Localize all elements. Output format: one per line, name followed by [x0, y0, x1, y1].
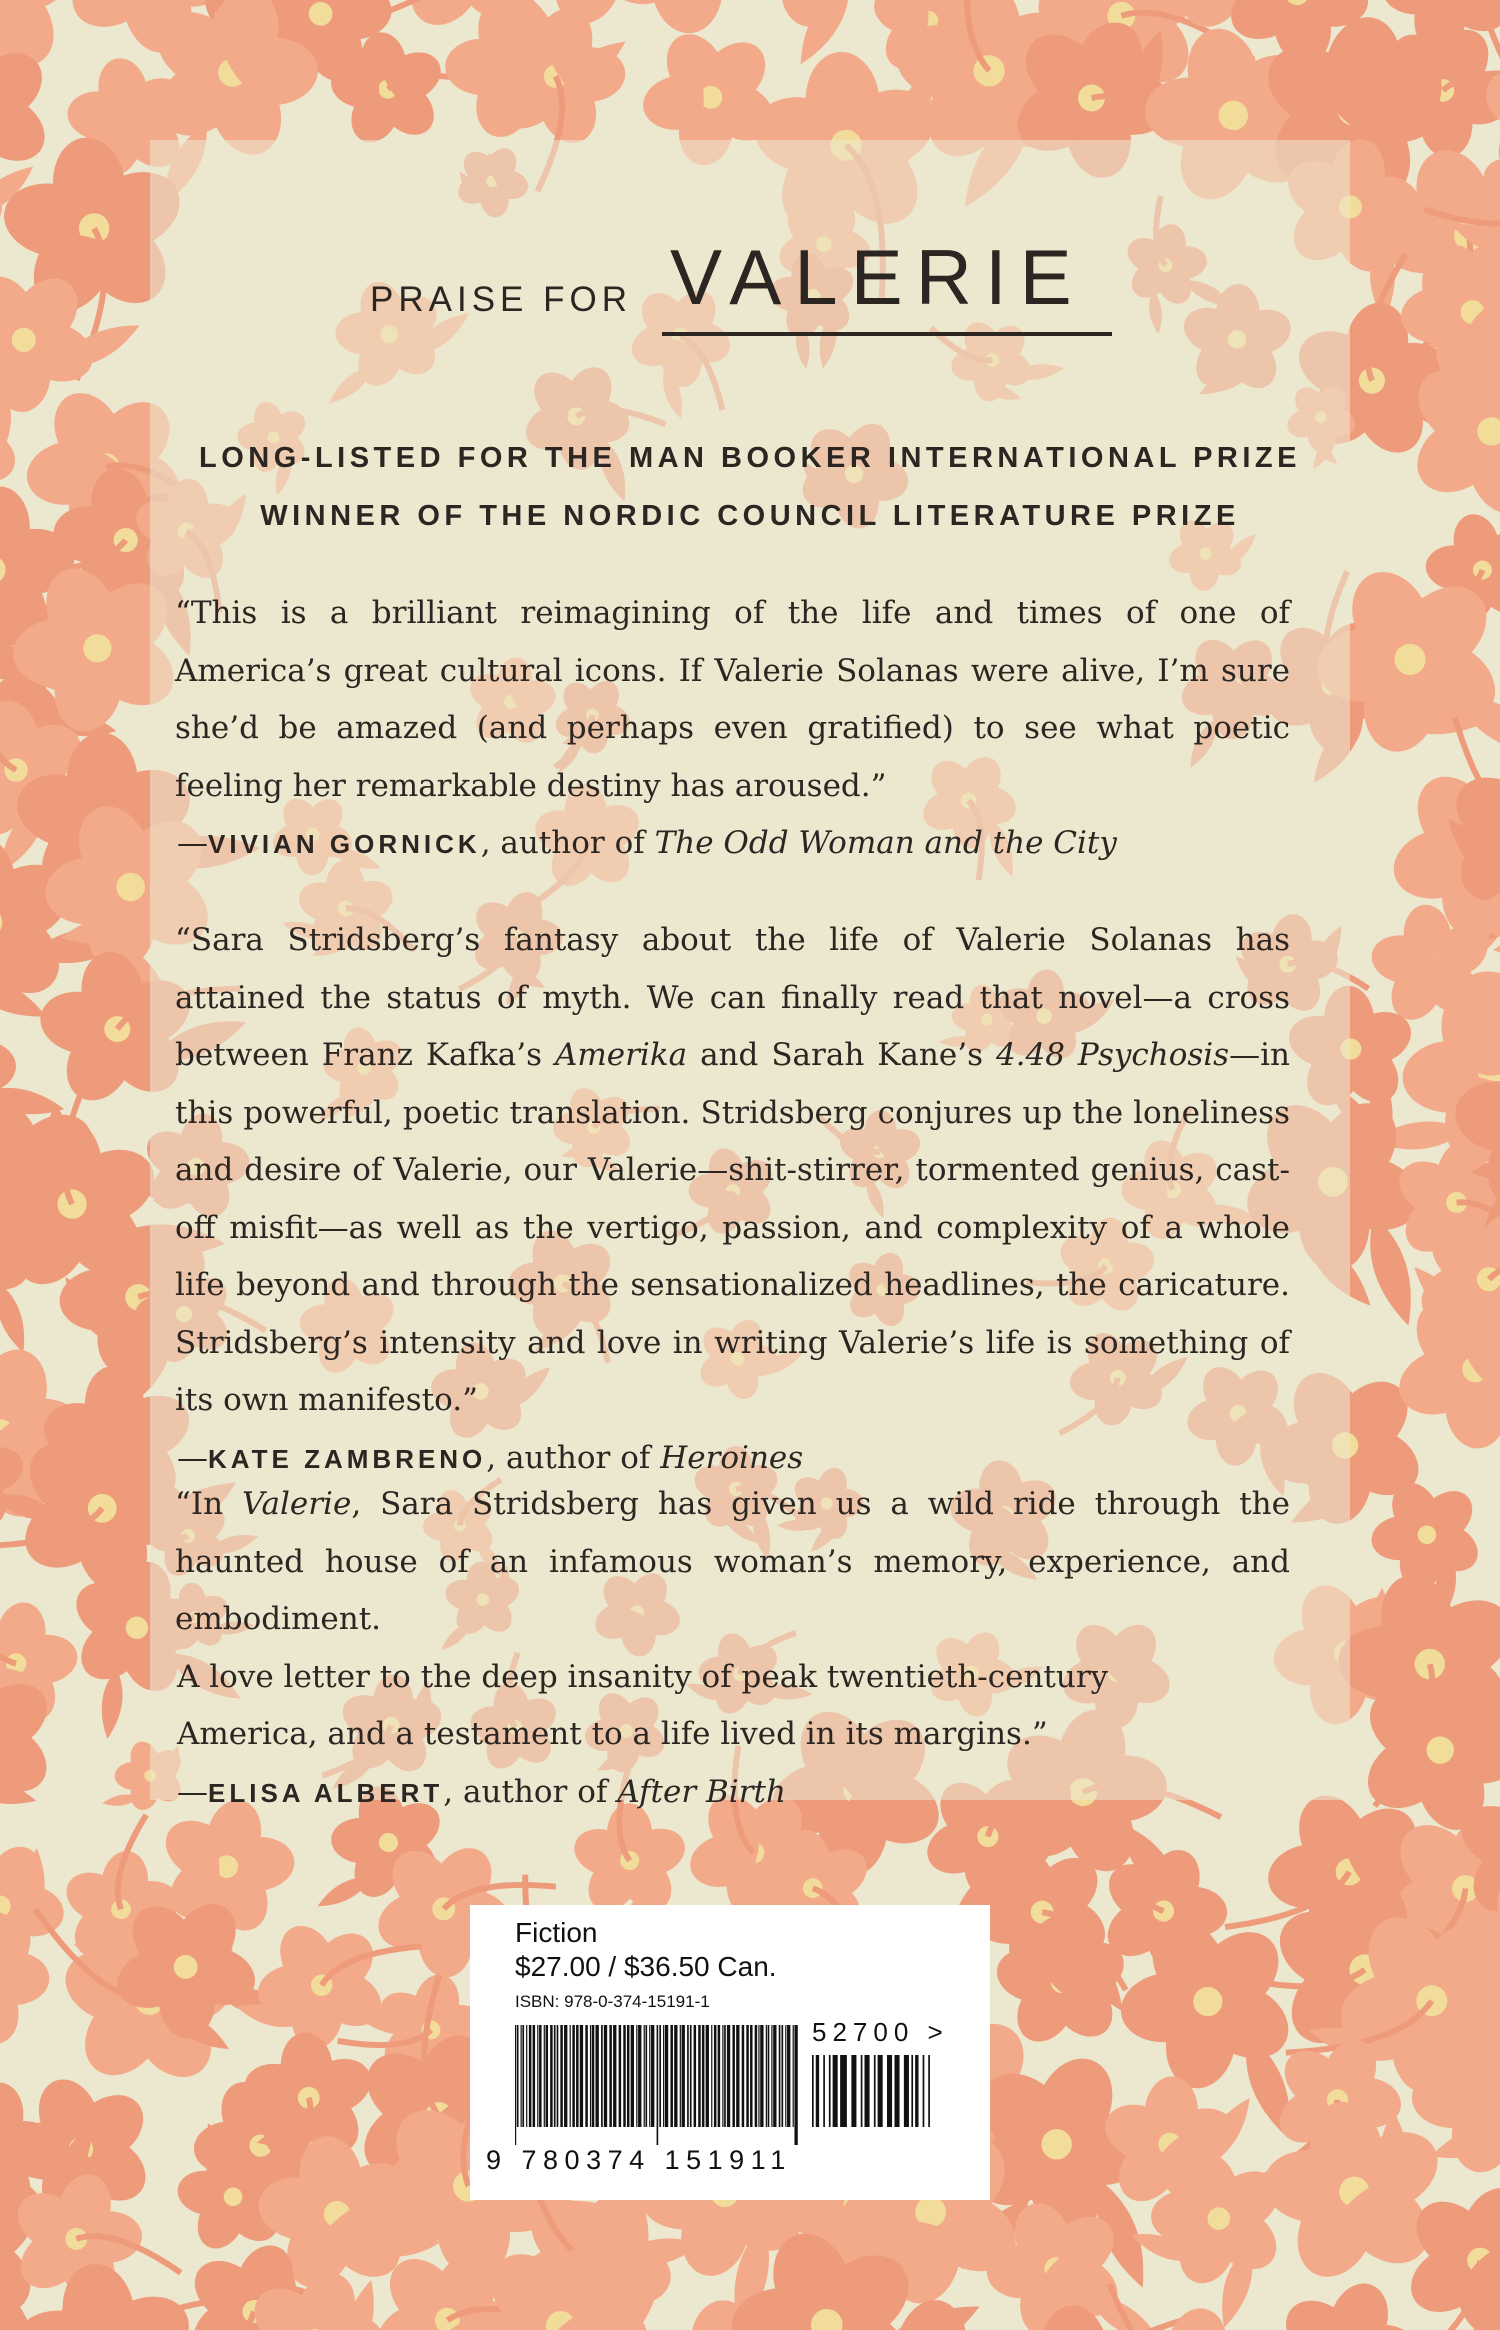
- price-label: $27.00 / $36.50 Can.: [515, 1951, 777, 1982]
- book-title: VALERIE: [670, 233, 1085, 321]
- barcode-bar: [659, 2025, 661, 2127]
- barcode-bar: [794, 2025, 797, 2145]
- barcode-bar: [911, 2055, 913, 2127]
- quote-text-part: “In: [175, 1486, 242, 1522]
- quote-text-part: —in this powerful, poetic translation. Stridsberg conjures up the loneliness and desire of Valerie, our Valerie—shit-stirrer, tormented genius, cast-off misfit—as well as the vertigo, passion, and complexity of a whole life beyond and through the sensationalized headlines, the caricature. Stridsberg’s intensity and love in writing Valerie’s life is something of its own manifesto.”: [175, 1037, 1290, 1418]
- barcode-bar: [766, 2025, 767, 2127]
- author-work: The Odd Woman and the City: [654, 825, 1117, 861]
- barcode-label: [470, 1905, 990, 2200]
- barcode-bar: [833, 2055, 838, 2127]
- barcode-bar: [785, 2025, 786, 2127]
- barcode-bar: [636, 2025, 637, 2127]
- praise-for-label: PRAISE FOR: [370, 280, 632, 319]
- award-nordic: WINNER OF THE NORDIC COUNCIL LITERATURE PRIZE: [260, 500, 1240, 532]
- quote-italic-title: Valerie: [241, 1486, 352, 1522]
- barcode-bar: [546, 2025, 549, 2127]
- quote-text-part: , Sara Stridsberg has given us a wild ride through the haunted house of an infamous woman’s memory, experience, and embodiment.: [175, 1486, 1290, 1637]
- barcode-bar: [585, 2025, 588, 2127]
- quote-text: [175, 912, 1290, 1430]
- barcode-bar: [596, 2025, 599, 2127]
- barcode-bar: [779, 2025, 781, 2127]
- praise-heading: [370, 232, 1130, 342]
- author-name: ELISA ALBERT: [208, 1777, 444, 1808]
- barcode-bar: [823, 2055, 825, 2127]
- barcode-bar: [526, 2025, 527, 2127]
- barcode-bar: [746, 2025, 749, 2127]
- barcode-bar: [592, 2025, 595, 2127]
- barcode-bar: [732, 2025, 735, 2127]
- attribution-dash: —: [177, 1773, 208, 1810]
- barcode-bar: [773, 2025, 776, 2127]
- author-name: KATE ZAMBRENO: [208, 1443, 487, 1474]
- barcode-bar: [923, 2055, 925, 2127]
- barcode-bar: [539, 2025, 542, 2127]
- isbn-digits: 9 780374 151911: [486, 2145, 792, 2175]
- barcode-bar: [564, 2025, 567, 2127]
- barcode-bar: [694, 2025, 697, 2127]
- barcode-bar: [651, 2025, 654, 2127]
- barcode-bar: [619, 2025, 622, 2127]
- isbn-label: ISBN: 978-0-374-15191-1: [515, 1992, 710, 2011]
- quote-gornick: [175, 585, 1290, 874]
- barcode-bar: [771, 2025, 772, 2127]
- barcode-bar: [915, 2055, 918, 2127]
- barcode-bar: [623, 2025, 626, 2127]
- barcode-bar: [865, 2055, 870, 2127]
- quote-attribution: [175, 815, 1290, 874]
- attribution-dash: —: [177, 1439, 208, 1476]
- barcode-bar: [670, 2025, 673, 2127]
- barcode-bar: [590, 2025, 591, 2127]
- quote-line: America, and a testament to a life lived in its margins.”: [177, 1716, 1048, 1752]
- barcode-bar: [613, 2025, 616, 2127]
- barcode-bar: [627, 2025, 630, 2127]
- barcode-bar: [787, 2025, 790, 2127]
- barcode-bar: [572, 2025, 575, 2127]
- barcode-bar: [517, 2025, 519, 2127]
- barcode-bar: [874, 2055, 876, 2127]
- barcode-bar: [727, 2025, 730, 2127]
- barcode-bar: [515, 2025, 516, 2145]
- barcode-bar: [522, 2025, 524, 2127]
- barcode-bar: [736, 2025, 739, 2127]
- barcode-bar: [755, 2025, 758, 2127]
- quote-text-part: “Sara Stridsberg’s fantasy about the life of Valerie Solanas has attained the status of myth. We can finally read that novel—a cross between Franz Kafka’s: [175, 922, 1290, 1073]
- barcode-bar: [724, 2025, 726, 2127]
- barcode-bar: [702, 2025, 705, 2127]
- barcode-bar: [895, 2055, 900, 2127]
- barcode-bar: [718, 2025, 721, 2127]
- quote-text-part: and Sarah Kane’s: [687, 1037, 996, 1073]
- barcode-bar: [722, 2025, 723, 2127]
- barcode-bar: [570, 2025, 571, 2127]
- barcode-bar: [609, 2025, 612, 2127]
- barcode-bar: [560, 2025, 563, 2127]
- author-work: Heroines: [660, 1439, 804, 1476]
- barcode-bar: [742, 2025, 745, 2127]
- barcode-bar: [604, 2025, 607, 2127]
- barcode-bar: [698, 2025, 701, 2127]
- author-work: After Birth: [617, 1773, 786, 1810]
- barcode-bar: [690, 2025, 692, 2127]
- barcode-bar: [829, 2055, 831, 2127]
- barcode-bar: [682, 2025, 685, 2127]
- price-addon-barcode: [812, 2055, 952, 2145]
- barcode-bar: [928, 2055, 930, 2127]
- quote-line: A love letter to the deep insanity of peak twentieth-century: [177, 1658, 1109, 1695]
- barcode-bar: [711, 2025, 712, 2127]
- award-longlist: LONG-LISTED FOR THE MAN BOOKER INTERNATIONAL PRIZE: [199, 442, 1301, 474]
- quote-text: “This is a brilliant reimagining of the life and times of one of America’s great cultural icons. If Valerie Solanas were alive, I’m sure she’d be amazed (and perhaps even gratified) to see what poetic feeling her remarkable destiny has aroused.”: [175, 595, 1290, 804]
- attribution-dash: —: [177, 825, 208, 861]
- barcode-bar: [638, 2025, 641, 2127]
- barcode-bar: [674, 2025, 677, 2127]
- author-role: , author of: [443, 1773, 618, 1810]
- barcode-bar: [840, 2055, 847, 2127]
- author-name: VIVIAN GORNICK: [208, 829, 481, 859]
- barcode-bar: [537, 2025, 538, 2127]
- barcode-bar: [878, 2055, 883, 2127]
- quote-zambreno: [175, 912, 1290, 1488]
- barcode-bar: [557, 2025, 559, 2127]
- barcode-bar: [580, 2025, 583, 2127]
- barcode-bar: [533, 2025, 536, 2127]
- barcode-bar: [793, 2025, 794, 2127]
- barcode-bar: [768, 2025, 770, 2127]
- quote-text: [175, 1476, 1290, 1649]
- barcode-bar: [550, 2025, 553, 2127]
- barcode-bar: [760, 2025, 763, 2127]
- barcode-bar: [576, 2025, 579, 2127]
- barcode-bar: [816, 2055, 819, 2127]
- isbn-barcode: [515, 2025, 800, 2145]
- quote-albert: [175, 1476, 1290, 1822]
- barcode-bar: [644, 2025, 645, 2127]
- quote-attribution: [175, 1764, 1290, 1823]
- barcode-bar: [680, 2025, 681, 2127]
- barcode-bar: [649, 2025, 650, 2127]
- author-role: , author of: [480, 825, 655, 861]
- quote-italic-title: Amerika: [554, 1037, 688, 1073]
- barcode-bar: [714, 2025, 717, 2127]
- barcode-bar: [687, 2025, 689, 2127]
- barcode-bar: [554, 2025, 556, 2127]
- barcode-bar: [529, 2025, 532, 2127]
- barcode-bar: [657, 2025, 659, 2145]
- quote-italic-title: 4.48 Psychosis: [995, 1037, 1230, 1073]
- barcode-bar: [781, 2025, 783, 2127]
- barcode-bar: [812, 2055, 814, 2127]
- barcode-bar: [861, 2055, 863, 2127]
- barcode-bar: [631, 2025, 634, 2127]
- title-underline: [662, 332, 1112, 336]
- barcode-bar: [758, 2025, 759, 2127]
- barcode-bar: [544, 2025, 545, 2127]
- barcode-bar: [665, 2025, 668, 2127]
- author-role: , author of: [486, 1439, 661, 1476]
- barcode-bar: [851, 2055, 856, 2127]
- barcode-bar: [663, 2025, 664, 2127]
- price-addon-number: 52700 >: [812, 2017, 949, 2047]
- barcode-bar: [904, 2055, 909, 2127]
- barcode-bar: [887, 2055, 892, 2127]
- barcode-bar: [521, 2025, 522, 2127]
- genre-label: Fiction: [515, 1917, 598, 1948]
- barcode-bar: [706, 2025, 709, 2127]
- barcode-bar: [601, 2025, 603, 2127]
- barcode-bar: [750, 2025, 753, 2127]
- barcode-bar: [645, 2025, 647, 2127]
